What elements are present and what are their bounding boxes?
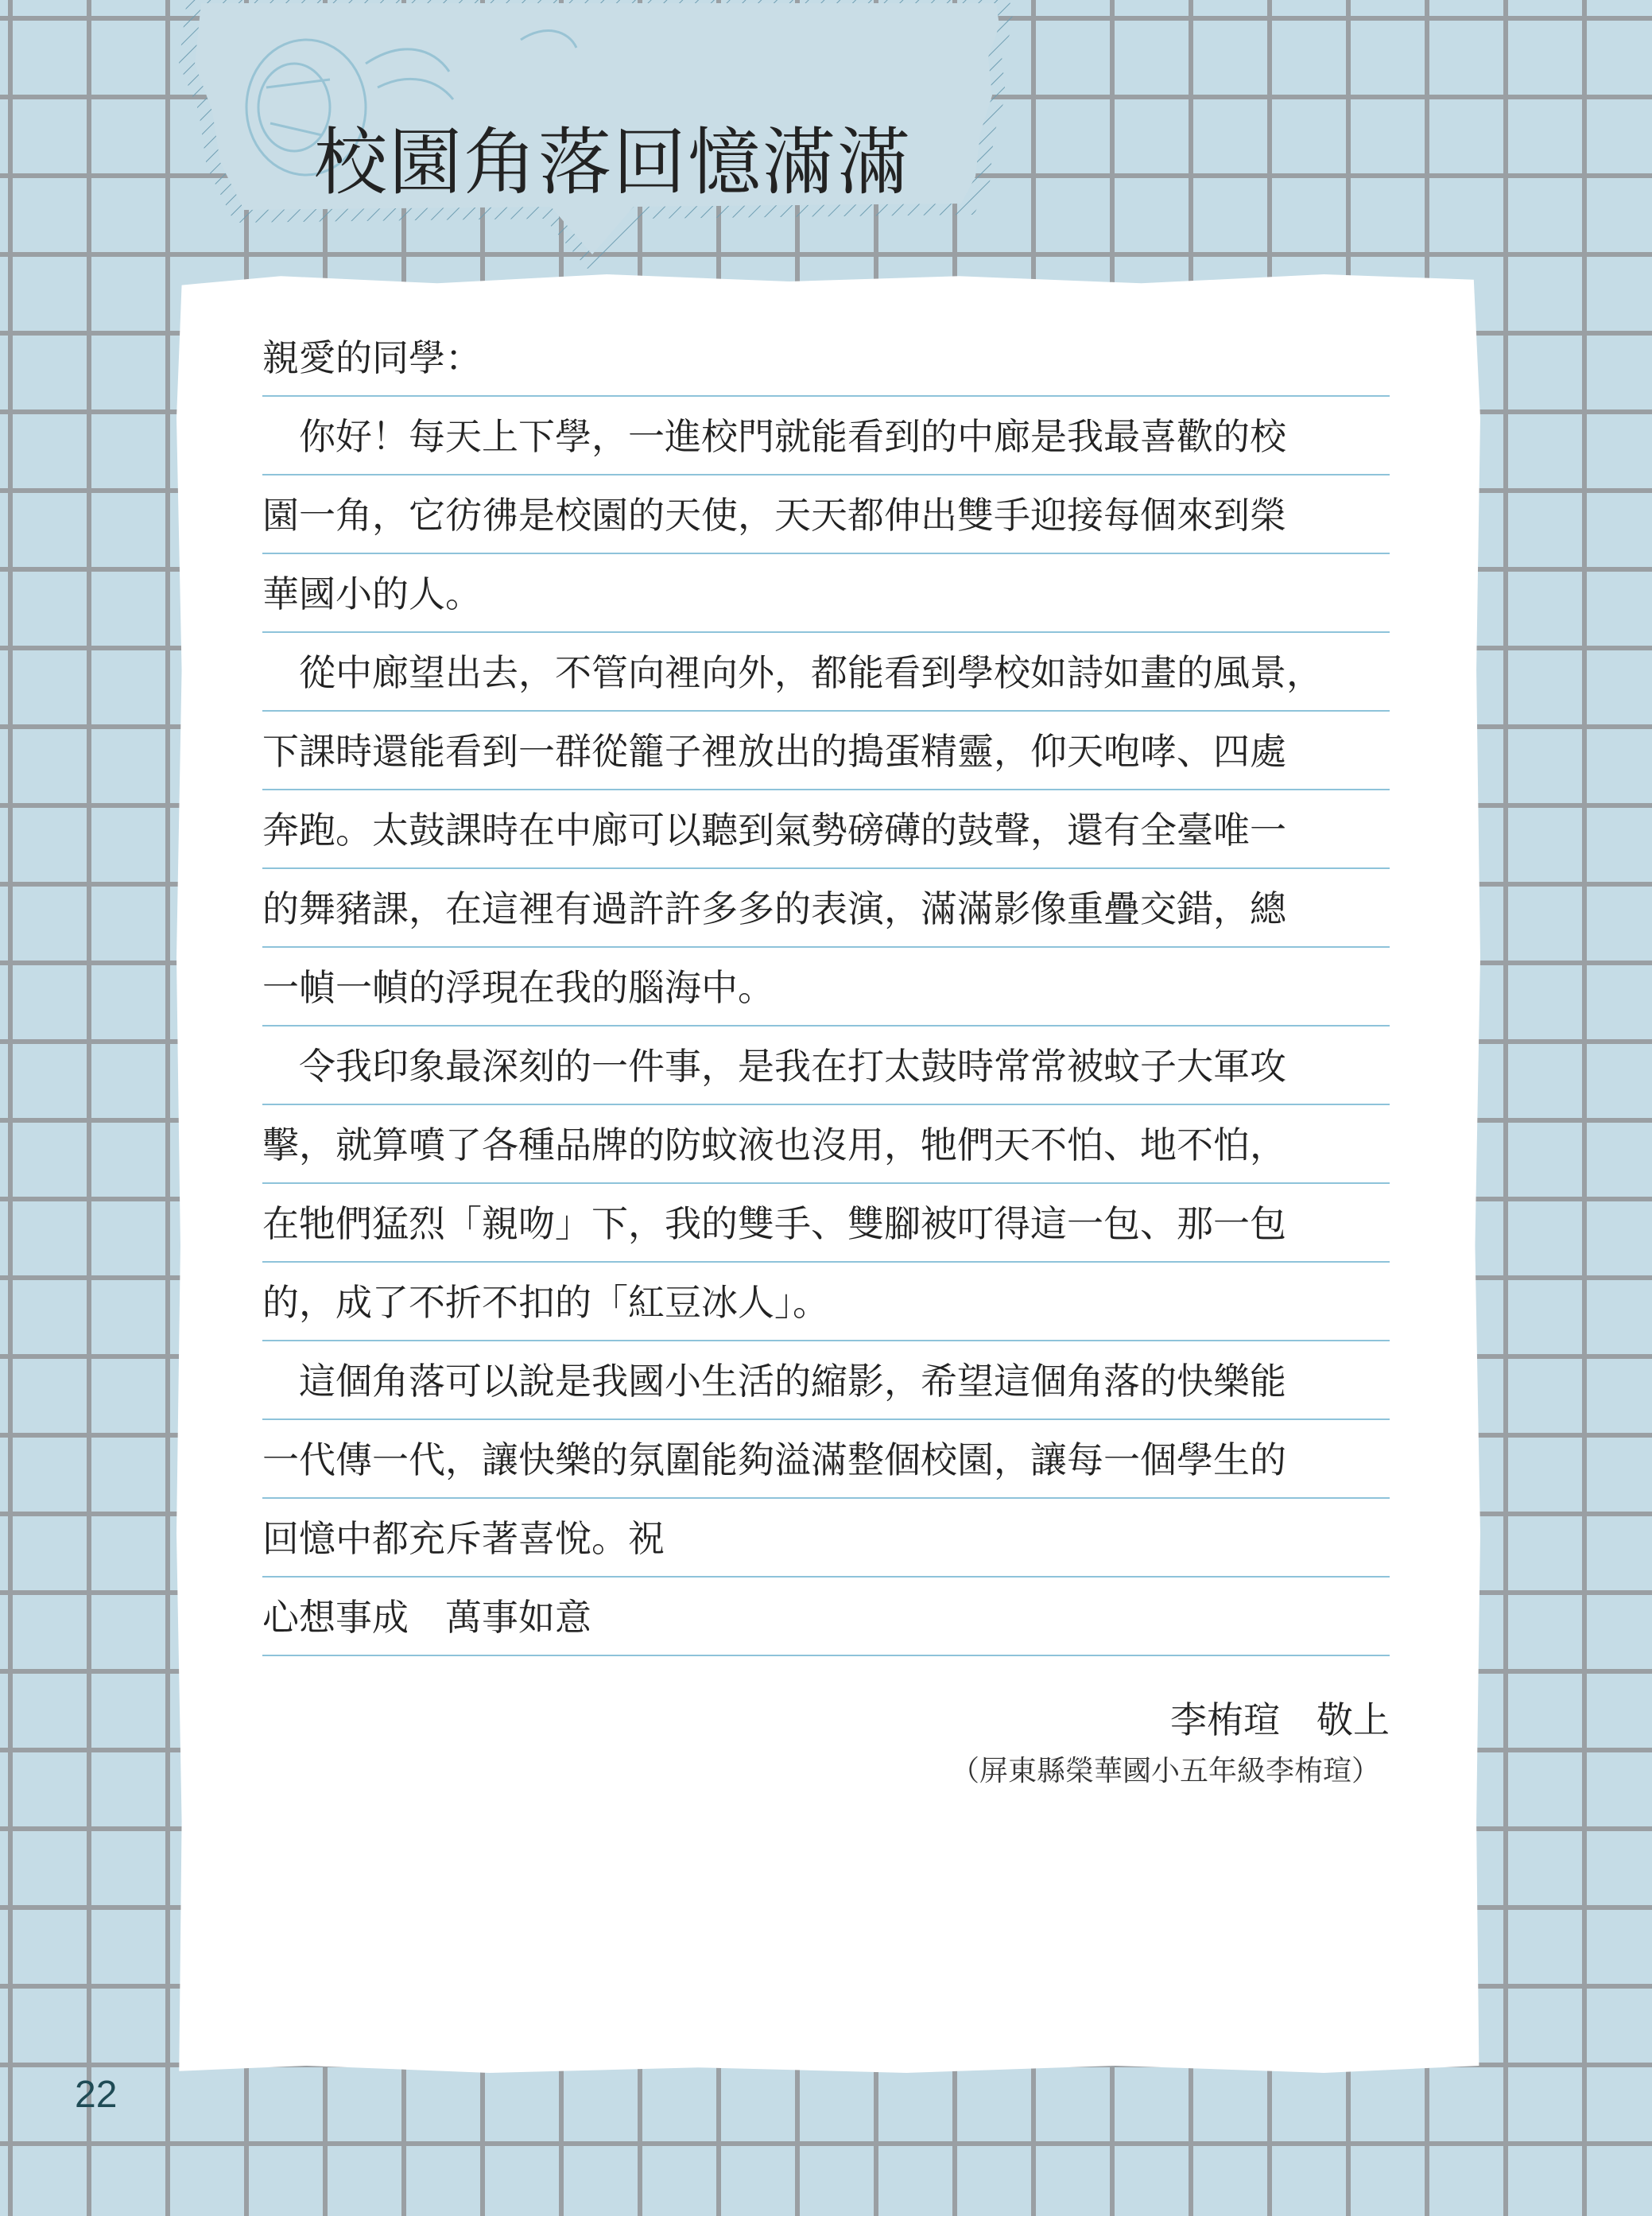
letter-body [262,318,1390,1656]
letter-line: 令我印象最深刻的一件事，是我在打太鼓時常常被蚊子大軍攻 [262,1027,1390,1105]
letter-line: 園一角，它彷彿是校園的天使，天天都伸出雙手迎接每個來到榮 [262,475,1390,554]
page-number: 22 [75,2074,118,2116]
letter-line: 你好！每天上下學，一進校門就能看到的中廊是我最喜歡的校 [262,397,1390,475]
letter-line: 回憶中都充斥著喜悅。祝 [262,1499,1390,1578]
letter-line: 下課時還能看到一群從籠子裡放出的搗蛋精靈，仰天咆哮、四處 [262,712,1390,790]
letter-line: 擊，就算噴了各種品牌的防蚊液也沒用，牠們天不怕、地不怕， [262,1105,1390,1184]
letter-line: 奔跑。太鼓課時在中廊可以聽到氣勢磅礡的鼓聲，還有全臺唯一 [262,790,1390,869]
letter-line: 一幀一幀的浮現在我的腦海中。 [262,948,1390,1027]
page-title: 校園角落回憶滿滿 [314,120,913,205]
letter-line: 從中廊望出去，不管向裡向外，都能看到學校如詩如畫的風景， [262,633,1390,712]
letter-line: 在牠們猛烈「親吻」下，我的雙手、雙腳被叮得這一包、那一包 [262,1184,1390,1263]
letter-line: 的舞豬課，在這裡有過許許多多的表演，滿滿影像重疊交錯，總 [262,869,1390,948]
letter-line: 華國小的人。 [262,554,1390,633]
letter-line: 這個角落可以說是我國小生活的縮影，希望這個角落的快樂能 [262,1341,1390,1420]
letter-closing: 心想事成 萬事如意 [262,1578,1390,1656]
letter-line: 一代傳一代，讓快樂的氛圍能夠溢滿整個校園，讓每一個學生的 [262,1420,1390,1499]
letter-signature: 李栯瑄 敬上 [1170,1698,1390,1741]
letter-salutation: 親愛的同學： [262,318,1390,397]
letter-line: 的，成了不折不扣的「紅豆冰人」。 [262,1263,1390,1341]
author-note: （屏東縣榮華國小五年級李栯瑄） [950,1755,1380,1787]
